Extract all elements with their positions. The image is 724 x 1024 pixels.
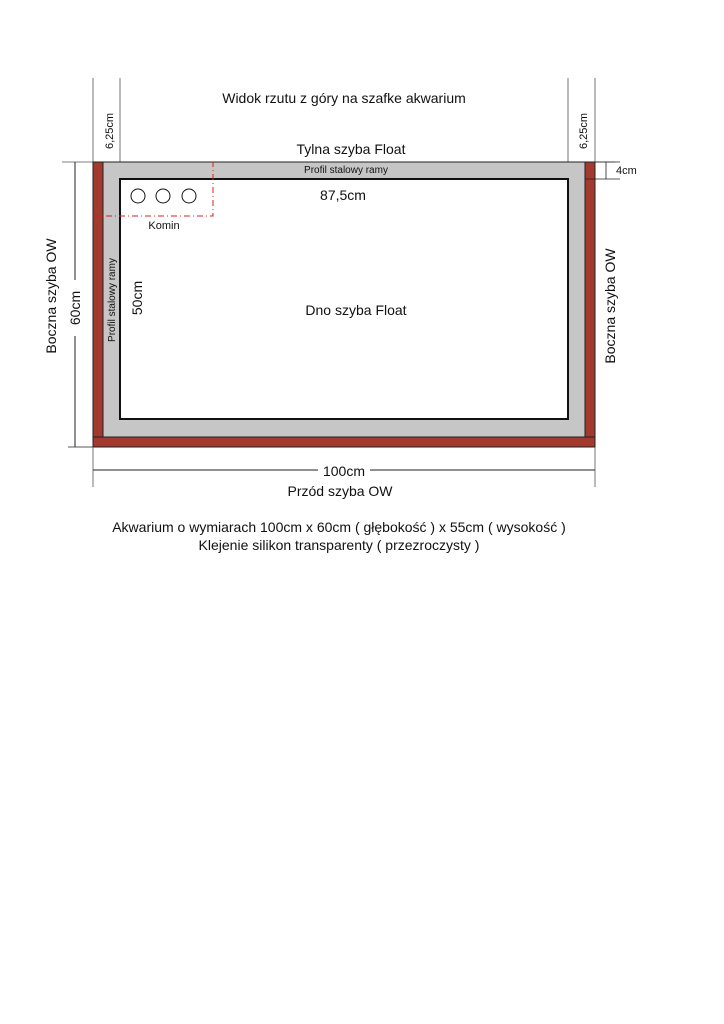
left-side-glass [93,162,103,447]
offset-left-label: 6,25cm [104,112,116,150]
left-side-glass-label: Boczna szyba OW [43,238,59,354]
right-side-glass [585,162,595,447]
chimney-hole-1 [131,189,145,203]
steel-profile-top-label: Profil stalowy ramy [304,165,388,176]
frame-dim-label: 4cm [616,165,637,177]
rear-glass-label: Tylna szyba Float [296,141,406,157]
chimney-hole-2 [156,189,170,203]
diagram-title: Widok rzutu z góry na szafke akwarium [222,90,466,106]
steel-profile-left-label: Profil stalowy ramy [107,258,118,342]
bottom-glass [120,179,568,419]
inner-depth-label: 50cm [129,280,145,316]
depth-label: 60cm [67,290,83,326]
front-glass-label: Przód szyba OW [287,483,393,499]
chimney-hole-3 [182,189,196,203]
chimney-label: Komin [148,220,180,232]
right-side-glass-label: Boczna szyba OW [602,248,618,364]
description-line-1: Akwarium o wymiarach 100cm x 60cm ( głębokość ) x 55cm ( wysokość ) [112,519,566,535]
offset-right-label: 6,25cm [578,112,590,150]
front-glass [93,437,595,447]
width-label: 100cm [322,463,366,479]
description-line-2: Klejenie silikon transparenty ( przezroczysty ) [198,537,480,553]
bottom-glass-label: Dno szyba Float [305,302,407,318]
inner-width-label: 87,5cm [320,187,366,203]
